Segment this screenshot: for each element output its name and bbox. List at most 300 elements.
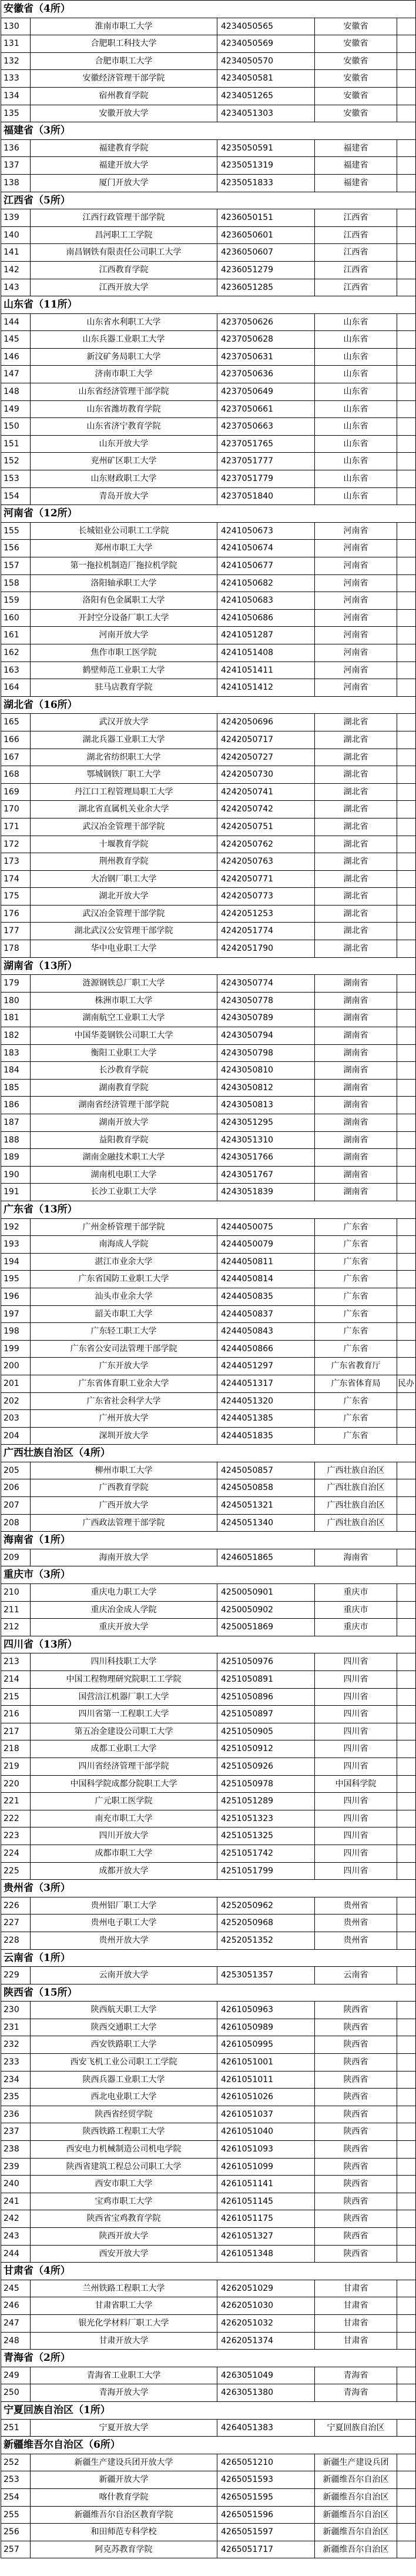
serial-number-cell: 136 (1, 140, 31, 157)
school-code-cell: 4237051779 (217, 470, 315, 487)
school-code-cell: 4235051319 (217, 157, 315, 174)
table-row (1, 1897, 416, 1915)
school-code-cell: 4242050741 (217, 784, 315, 801)
authority-cell: 重庆市 (315, 1584, 397, 1601)
authority-cell: 江西省 (315, 262, 397, 279)
authority-cell: 山东省 (315, 470, 397, 487)
authority-cell: 河南省 (315, 662, 397, 679)
serial-number-cell: 206 (1, 1479, 31, 1496)
school-code-cell: 4261051093 (217, 2141, 315, 2158)
school-name-cell: 益阳教育学院 (31, 1132, 217, 1149)
table-row (1, 906, 416, 923)
authority-cell: 湖南省 (315, 975, 397, 992)
remark-cell (397, 1045, 415, 1062)
school-code-cell: 4236050601 (217, 227, 315, 244)
school-name-cell: 丹江口工程管理局职工大学 (31, 784, 217, 801)
authority-cell: 河南省 (315, 523, 397, 540)
authority-cell: 湖南省 (315, 1097, 397, 1114)
table-row (1, 2507, 416, 2524)
table-row (1, 2384, 416, 2402)
serial-number-cell: 186 (1, 1097, 31, 1114)
remark-cell (397, 18, 415, 35)
authority-cell: 陕西省 (315, 2246, 397, 2263)
school-code-cell: 4265051717 (217, 2541, 315, 2558)
table-row (1, 279, 416, 297)
authority-cell: 湖北省 (315, 906, 397, 923)
school-code-cell: 4244050837 (217, 1306, 315, 1323)
remark-cell (397, 2280, 415, 2297)
school-code-cell: 4261051001 (217, 2054, 315, 2071)
authority-cell: 湖南省 (315, 1184, 397, 1201)
school-code-cell: 4244051320 (217, 1393, 315, 1410)
school-name-cell: 中国工程物理研究院职工工学院 (31, 1671, 217, 1688)
serial-number-cell: 175 (1, 888, 31, 905)
school-name-cell: 广州金桥管理干部学院 (31, 1219, 217, 1236)
authority-cell: 湖南省 (315, 1114, 397, 1131)
remark-cell (397, 836, 415, 853)
remark-cell (397, 2333, 415, 2350)
authority-cell: 四川省 (315, 1653, 397, 1670)
serial-number-cell: 192 (1, 1219, 31, 1236)
serial-number-cell: 166 (1, 731, 31, 749)
school-code-cell: 4250050902 (217, 1602, 315, 1619)
serial-number-cell: 249 (1, 2367, 31, 2384)
school-name-cell: 山东省经济管理干部学院 (31, 383, 217, 400)
remark-cell (397, 2210, 415, 2227)
school-name-cell: 株洲市职工大学 (31, 993, 217, 1010)
serial-number-cell: 156 (1, 540, 31, 557)
serial-number-cell: 224 (1, 1845, 31, 1862)
authority-cell: 河南省 (315, 679, 397, 696)
serial-number-cell: 164 (1, 679, 31, 696)
school-code-cell: 4261051141 (217, 2176, 315, 2193)
authority-cell: 广东省 (315, 1254, 397, 1271)
authority-cell: 广西壮族自治区 (315, 1462, 397, 1479)
table-row (1, 853, 416, 871)
school-name-cell: 四川开放大学 (31, 1827, 217, 1845)
serial-number-cell: 195 (1, 1271, 31, 1288)
table-row (1, 1740, 416, 1758)
table-row (1, 262, 416, 279)
authority-cell: 陕西省 (315, 2106, 397, 2123)
school-name-cell: 南海成人学院 (31, 1236, 217, 1253)
school-code-cell: 4250051869 (217, 1619, 315, 1636)
remark-cell (397, 1010, 415, 1027)
school-code-cell: 4263051049 (217, 2367, 315, 2384)
school-code-cell: 4261051011 (217, 2072, 315, 2089)
authority-cell: 新疆维吾尔自治区 (315, 2524, 397, 2541)
school-code-cell: 4265051596 (217, 2507, 315, 2524)
school-code-cell: 4242050742 (217, 801, 315, 818)
school-code-cell: 4262051030 (217, 2297, 315, 2314)
table-row (1, 714, 416, 731)
remark-cell: 民办 (398, 1378, 414, 1388)
school-code-cell: 4237050626 (217, 314, 315, 331)
remark-cell (397, 923, 415, 940)
school-name-cell: 涟源钢铁总厂职工大学 (31, 975, 217, 992)
school-name-cell: 洛阳有色金属职工大学 (31, 592, 217, 609)
serial-number-cell: 223 (1, 1827, 31, 1845)
remark-cell (397, 436, 415, 453)
school-code-cell: 4265051595 (217, 2489, 315, 2506)
serial-number-cell: 250 (1, 2384, 31, 2401)
table-row (1, 175, 416, 192)
school-name-cell: 广西教育学院 (31, 1479, 217, 1496)
school-code-cell: 4245050857 (217, 1462, 315, 1479)
table-row (1, 1097, 416, 1114)
remark-cell (397, 1689, 415, 1706)
table-row (1, 1967, 416, 1984)
school-name-cell: 国营涪江机器厂职工大学 (31, 1689, 217, 1706)
authority-cell: 陕西省 (315, 2123, 397, 2140)
table-row (1, 1271, 416, 1288)
table-row (1, 940, 416, 958)
table-row (1, 1706, 416, 1723)
authority-cell: 甘肃省 (315, 2297, 397, 2314)
authority-cell: 福建省 (315, 175, 397, 192)
school-name-cell: 福建开放大学 (31, 157, 217, 174)
remark-cell (397, 1932, 415, 1949)
authority-cell: 四川省 (315, 1689, 397, 1706)
authority-cell: 陕西省 (315, 2089, 397, 2106)
authority-cell: 四川省 (315, 1671, 397, 1688)
school-code-cell: 4241050682 (217, 575, 315, 592)
serial-number-cell: 242 (1, 2210, 31, 2227)
table-row (1, 1428, 416, 1445)
school-name-cell: 广东省国防工业职工大学 (31, 1271, 217, 1288)
serial-number-cell: 178 (1, 940, 31, 957)
authority-cell: 陕西省 (315, 2210, 397, 2227)
school-name-cell: 青岛开放大学 (31, 488, 217, 505)
remark-cell (397, 2141, 415, 2158)
table-row (1, 2036, 416, 2054)
authority-cell: 安徽省 (315, 105, 397, 122)
remark-cell (397, 2019, 415, 2036)
remark-cell (397, 2072, 415, 2089)
table-row (1, 331, 416, 349)
province-header: 福建省（3所） (1, 122, 416, 140)
school-name-cell: 山东省水利职工大学 (31, 314, 217, 331)
school-code-cell: 4261051037 (217, 2106, 315, 2123)
school-name-cell: 河南开放大学 (31, 627, 217, 644)
school-code-cell: 4246051865 (217, 1549, 315, 1566)
serial-number-cell: 137 (1, 157, 31, 174)
remark-cell (397, 244, 415, 261)
authority-cell: 广西壮族自治区 (315, 1497, 397, 1514)
authority-cell: 宁夏回族自治区 (315, 2420, 397, 2437)
table-row (1, 2072, 416, 2089)
table-row (1, 70, 416, 88)
table-row (1, 2141, 416, 2159)
table-row (1, 2210, 416, 2228)
authority-cell: 广西壮族自治区 (315, 1515, 397, 1532)
school-name-cell: 济南市职工大学 (31, 366, 217, 383)
serial-number-cell: 135 (1, 105, 31, 122)
authority-cell: 广东省 (315, 1271, 397, 1288)
serial-number-cell: 161 (1, 627, 31, 644)
school-name-cell: 贵州电子职工大学 (31, 1915, 217, 1932)
remark-cell (397, 470, 415, 487)
authority-cell: 陕西省 (315, 2228, 397, 2245)
table-row (1, 470, 416, 488)
remark-cell (397, 35, 415, 52)
school-code-cell: 4243050812 (217, 1080, 315, 1097)
school-code-cell: 4265051597 (217, 2524, 315, 2541)
serial-number-cell: 171 (1, 818, 31, 836)
remark-cell (397, 88, 415, 105)
serial-number-cell: 197 (1, 1306, 31, 1323)
table-row (1, 1062, 416, 1080)
school-name-cell: 西北电业职工大学 (31, 2089, 217, 2106)
authority-cell: 陕西省 (315, 2002, 397, 2019)
province-header: 广西壮族自治区（4所） (1, 1445, 416, 1462)
table-row (1, 2297, 416, 2315)
serial-number-cell: 227 (1, 1915, 31, 1932)
serial-number-cell: 193 (1, 1236, 31, 1253)
remark-cell (397, 871, 415, 888)
school-code-cell: 4234050569 (217, 35, 315, 52)
serial-number-cell: 154 (1, 488, 31, 505)
school-name-cell: 新疆维吾尔自治区教育学院 (31, 2507, 217, 2524)
remark-cell (397, 1758, 415, 1775)
serial-number-cell: 256 (1, 2524, 31, 2541)
serial-number-cell: 170 (1, 801, 31, 818)
school-name-cell: 汕头市业余大学 (31, 1288, 217, 1305)
school-code-cell: 4242051253 (217, 906, 315, 923)
serial-number-cell: 157 (1, 557, 31, 574)
table-row (1, 592, 416, 610)
school-code-cell: 4244050866 (217, 1341, 315, 1358)
serial-number-cell: 151 (1, 436, 31, 453)
school-code-cell: 4251051289 (217, 1793, 315, 1810)
school-code-cell: 4245050858 (217, 1479, 315, 1496)
school-name-cell: 湖南金融技术职工大学 (31, 1149, 217, 1166)
school-code-cell: 4243051766 (217, 1149, 315, 1166)
authority-cell: 广东省 (315, 1393, 397, 1410)
school-name-cell: 陕西省宝鸡教育学院 (31, 2210, 217, 2227)
table-row (1, 1845, 416, 1863)
table-row (1, 1619, 416, 1636)
school-code-cell: 4234050565 (217, 18, 315, 35)
remark-cell (397, 2089, 415, 2106)
school-code-cell: 4244050814 (217, 1271, 315, 1288)
table-row (1, 383, 416, 401)
school-code-cell: 4243050798 (217, 1045, 315, 1062)
province-header: 新疆维吾尔自治区（6所） (1, 2437, 416, 2454)
serial-number-cell: 172 (1, 836, 31, 853)
serial-number-cell: 225 (1, 1863, 31, 1880)
school-name-cell: 中国科学院成都分院职工大学 (31, 1776, 217, 1793)
table-row (1, 2002, 416, 2019)
serial-number-cell: 239 (1, 2159, 31, 2176)
school-code-cell: 4261050963 (217, 2002, 315, 2019)
school-name-cell: 广西政法管理干部学院 (31, 1515, 217, 1532)
authority-cell: 湖北省 (315, 801, 397, 818)
province-header: 山东省（11所） (1, 296, 416, 314)
remark-cell (397, 1236, 415, 1253)
serial-number-cell: 133 (1, 70, 31, 87)
serial-number-cell: 252 (1, 2454, 31, 2471)
school-code-cell: 4262051029 (217, 2280, 315, 2297)
table-row (1, 1184, 416, 1201)
serial-number-cell: 177 (1, 923, 31, 940)
remark-cell (397, 2315, 415, 2332)
remark-cell (397, 1027, 415, 1044)
serial-number-cell: 173 (1, 853, 31, 870)
school-name-cell: 甘肃省职工大学 (31, 2297, 217, 2314)
school-name-cell: 西安飞机工业公司职工工学院 (31, 2054, 217, 2071)
school-code-cell: 4261051175 (217, 2210, 315, 2227)
table-row (1, 35, 416, 53)
serial-number-cell: 241 (1, 2193, 31, 2210)
authority-cell: 海南省 (315, 1549, 397, 1566)
remark-cell (397, 1619, 415, 1636)
serial-number-cell: 184 (1, 1062, 31, 1079)
table-row (1, 1236, 416, 1254)
serial-number-cell: 189 (1, 1149, 31, 1166)
school-code-cell: 4251050896 (217, 1689, 315, 1706)
authority-cell: 河南省 (315, 627, 397, 644)
school-code-cell: 4241051411 (217, 662, 315, 679)
table-row (1, 1689, 416, 1706)
table-row (1, 818, 416, 836)
table-row (1, 871, 416, 888)
school-name-cell: 南昌钢铁有限责任公司职工大学 (31, 244, 217, 261)
authority-cell: 新疆生产建设兵团 (315, 2454, 397, 2471)
serial-number-cell: 207 (1, 1497, 31, 1514)
serial-number-cell: 191 (1, 1184, 31, 1201)
school-name-cell: 广东省公安司法管理干部学院 (31, 1341, 217, 1358)
remark-cell (397, 540, 415, 557)
school-name-cell: 广东轻工职工大学 (31, 1323, 217, 1340)
authority-cell: 安徽省 (315, 53, 397, 70)
authority-cell: 江西省 (315, 279, 397, 296)
remark-cell (397, 366, 415, 383)
serial-number-cell: 132 (1, 53, 31, 70)
school-code-cell: 4241050673 (217, 523, 315, 540)
remark-cell (397, 1219, 415, 1236)
serial-number-cell: 245 (1, 2280, 31, 2297)
table-row (1, 1758, 416, 1776)
remark-cell (397, 940, 415, 957)
remark-cell (397, 488, 415, 505)
authority-cell: 四川省 (315, 1827, 397, 1845)
school-name-cell: 甘肃开放大学 (31, 2333, 217, 2350)
table-row (1, 1776, 416, 1793)
school-code-cell: 4262051374 (217, 2333, 315, 2350)
serial-number-cell: 209 (1, 1549, 31, 1566)
school-code-cell: 4261051145 (217, 2193, 315, 2210)
school-name-cell: 西安开放大学 (31, 2246, 217, 2263)
school-code-cell: 4236050151 (217, 209, 315, 226)
table-row (1, 540, 416, 557)
school-code-cell: 4251050976 (217, 1653, 315, 1670)
school-code-cell: 4236051279 (217, 262, 315, 279)
remark-cell (397, 906, 415, 923)
school-name-cell: 山东财政职工大学 (31, 470, 217, 487)
remark-cell (397, 1410, 415, 1427)
authority-cell: 四川省 (315, 1810, 397, 1827)
school-name-cell: 陕西兵器工业职工大学 (31, 2072, 217, 2089)
remark-cell (397, 1288, 415, 1305)
school-name-cell: 阿克苏教育学院 (31, 2541, 217, 2558)
table-row (1, 1462, 416, 1480)
table-row (1, 784, 416, 801)
school-code-cell: 4251051323 (217, 1810, 315, 1827)
table-row (1, 1341, 416, 1358)
school-name-cell: 湖南机电职工大学 (31, 1167, 217, 1184)
school-code-cell: 4261050995 (217, 2036, 315, 2053)
table-row (1, 1549, 416, 1567)
authority-cell: 湖南省 (315, 1027, 397, 1044)
province-header: 重庆市（3所） (1, 1566, 416, 1584)
table-row (1, 923, 416, 940)
school-code-cell: 4243050813 (217, 1097, 315, 1114)
remark-cell (397, 2297, 415, 2314)
remark-cell (397, 314, 415, 331)
authority-cell: 新疆维吾尔自治区 (315, 2471, 397, 2488)
school-code-cell: 4242050696 (217, 714, 315, 731)
authority-cell: 河南省 (315, 557, 397, 574)
serial-number-cell: 160 (1, 610, 31, 627)
school-name-cell: 成都工业职工大学 (31, 1740, 217, 1758)
remark-cell (397, 523, 415, 540)
serial-number-cell: 254 (1, 2489, 31, 2506)
table-row (1, 2333, 416, 2350)
school-code-cell: 4244050079 (217, 1236, 315, 1253)
authority-cell: 青海省 (315, 2367, 397, 2384)
remark-cell (397, 2228, 415, 2245)
school-code-cell: 4242050717 (217, 731, 315, 749)
school-name-cell: 重庆冶金成人学院 (31, 1602, 217, 1619)
remark-cell (397, 557, 415, 574)
table-row (1, 1306, 416, 1324)
serial-number-cell: 183 (1, 1045, 31, 1062)
school-name-cell: 山东省济宁教育学院 (31, 418, 217, 435)
authority-cell: 河南省 (315, 644, 397, 661)
serial-number-cell: 196 (1, 1288, 31, 1305)
remark-cell (397, 644, 415, 661)
school-code-cell: 4261051040 (217, 2123, 315, 2140)
remark-cell (397, 1584, 415, 1601)
table-row (1, 1358, 416, 1375)
serial-number-cell: 145 (1, 331, 31, 348)
school-code-cell: 4237050649 (217, 383, 315, 400)
serial-number-cell: 158 (1, 575, 31, 592)
authority-cell: 广东省 (315, 1219, 397, 1236)
remark-cell (397, 784, 415, 801)
school-code-cell: 4241051408 (217, 644, 315, 661)
school-code-cell: 4242051790 (217, 940, 315, 957)
remark-cell (397, 157, 415, 174)
serial-number-cell: 146 (1, 349, 31, 366)
school-name-cell: 鹤壁师范工业职工大学 (31, 662, 217, 679)
table-row (1, 1723, 416, 1741)
serial-number-cell: 233 (1, 2054, 31, 2071)
table-row (1, 888, 416, 906)
authority-cell: 广东省 (315, 1323, 397, 1340)
authority-cell: 湖北省 (315, 714, 397, 731)
serial-number-cell: 188 (1, 1132, 31, 1149)
authority-cell: 甘肃省 (315, 2333, 397, 2350)
school-name-cell: 深圳开放大学 (31, 1428, 217, 1445)
table-row (1, 349, 416, 366)
school-name-cell: 鄂城钢铁厂职工大学 (31, 766, 217, 783)
school-name-cell: 湖北省直属机关业余大学 (31, 801, 217, 818)
school-name-cell: 湖南省经济管理干部学院 (31, 1097, 217, 1114)
authority-cell: 重庆市 (315, 1619, 397, 1636)
school-name-cell: 湖南教育学院 (31, 1080, 217, 1097)
